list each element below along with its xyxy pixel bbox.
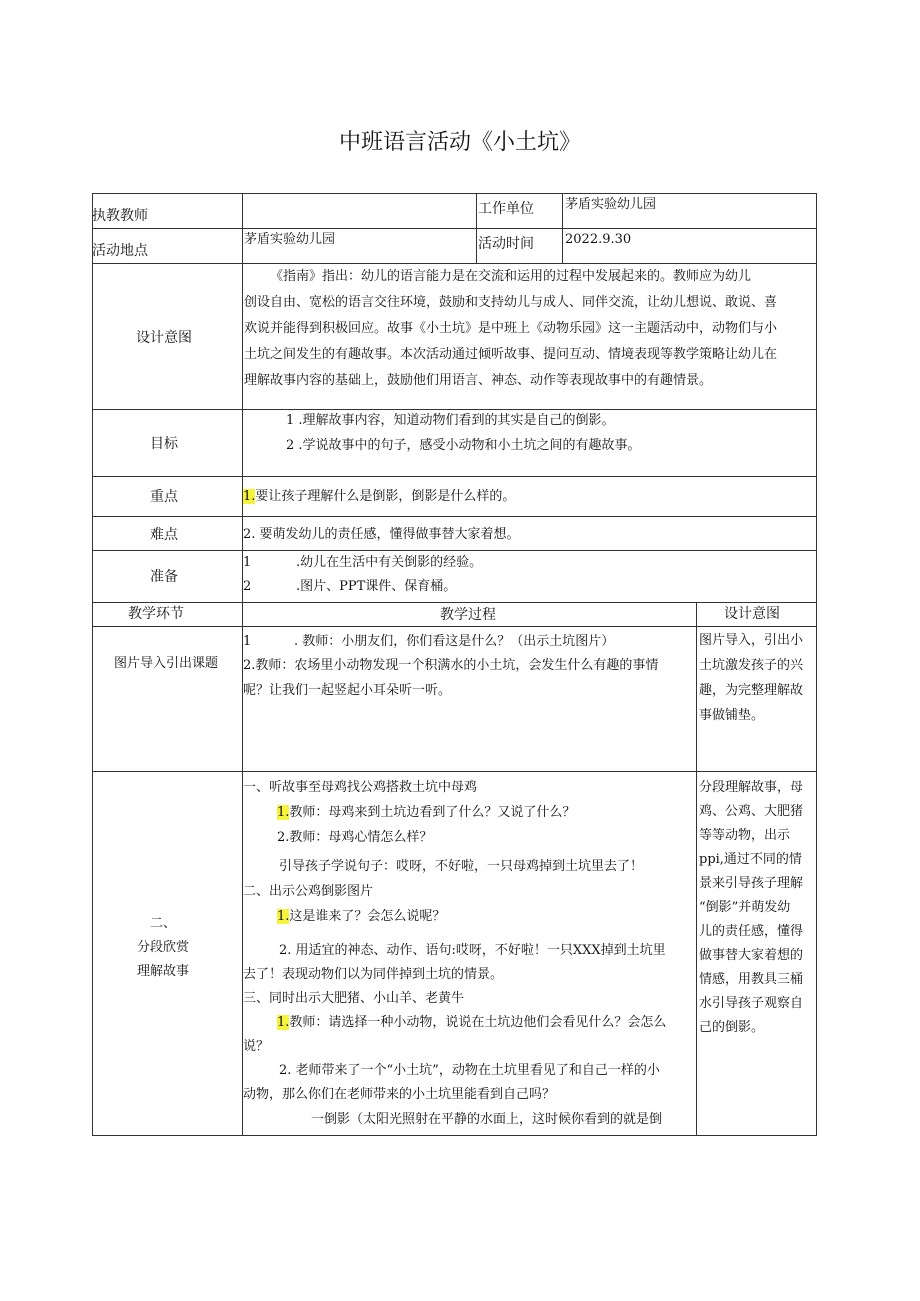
time-value: 2022.9.30: [565, 232, 632, 247]
prep-label: 准备: [150, 569, 178, 585]
col-header-stage: 教学环节: [128, 606, 184, 622]
guide-text: 引导孩子学说句子：哎呀，不好啦，一只母鸡掉到土坑里去了！: [279, 859, 644, 874]
prep-num: 2: [243, 579, 252, 594]
question: 1.教师：母鸡来到土坑边看到了什么？又说了什么？: [277, 805, 576, 820]
unit-label: 工作单位: [478, 201, 534, 217]
step-num: 1: [243, 634, 252, 649]
col-header-process: 教学过程: [440, 607, 496, 623]
question: 2. 老师带来了一个“小土坑”，动物在土坑里看见了和自己一样的小: [279, 1063, 660, 1078]
section-title: 二、出示公鸡倒影图片: [243, 884, 374, 899]
question: 说？: [243, 1039, 270, 1054]
question: 2. 用适宜的神态、动作、语句:哎呀，不好啦！一只XXX掉到土坑里: [279, 943, 666, 958]
goal-item: 2 .学说故事中的句子，感受小动物和小土坑之间的有趣故事。: [286, 438, 641, 453]
process-line: 2.教师：农场里小动物发现一个积满水的小土坑，会发生什么有趣的事情: [243, 658, 659, 673]
process-line: 呢？让我们一起竖起小耳朵听一听。: [243, 683, 452, 698]
page-title: 中班语言活动《小土坑》: [338, 130, 581, 155]
prep-num: 1: [243, 555, 252, 570]
question: 1.这是谁来了？会怎么说呢？: [277, 909, 446, 924]
teacher-label: 执教教师: [92, 208, 148, 224]
prep-text: .幼儿在生活中有关倒影的经验。: [296, 555, 483, 570]
section-title: 一、听故事至母鸡找公鸡搭救土坑中母鸡: [243, 780, 478, 795]
time-label: 活动时间: [478, 236, 534, 252]
process-line: . 教师：小朋友们，你们看这是什么？（出示土坑图片）: [294, 634, 615, 649]
question: 1.教师：请选择一种小动物，说说在土坑边他们会看见什么？会怎么: [277, 1015, 667, 1030]
goal-item: 1 .理解故事内容，知道动物们看到的其实是自己的倒影。: [286, 413, 615, 428]
goals-label: 目标: [150, 436, 178, 452]
stage-label: 图片导入引出课题: [114, 656, 219, 671]
col-header-intent: 设计意图: [724, 606, 780, 622]
key-point-text: 1.要让孩子理解什么是倒影，倒影是什么样的。: [243, 489, 516, 504]
question: 一倒影（太阳光照射在平静的水面上，这时候你看到的就是倒: [311, 1112, 663, 1127]
question: 2.教师：母鸡心情怎么样？: [277, 830, 433, 845]
difficulty-label: 难点: [150, 527, 178, 543]
unit-value: 茅盾实验幼儿园: [565, 197, 657, 212]
key-point-label: 重点: [150, 489, 178, 505]
difficulty-text: 2. 要萌发幼儿的责任感，懂得做事替大家着想。: [243, 527, 520, 542]
question: 动物，那么你们在老师带来的小土坑里能看到自己吗？: [243, 1087, 556, 1102]
section-title: 三、同时出示大肥猪、小山羊、老黄牛: [243, 991, 465, 1006]
prep-text: .图片、PPT课件、保育桶。: [296, 579, 457, 594]
place-label: 活动地点: [92, 243, 148, 259]
design-intent-label: 设计意图: [136, 330, 192, 346]
question: 去了！表现动物们以为同伴掉到土坑的情景。: [243, 967, 504, 982]
place-value: 茅盾实验幼儿园: [244, 232, 336, 247]
